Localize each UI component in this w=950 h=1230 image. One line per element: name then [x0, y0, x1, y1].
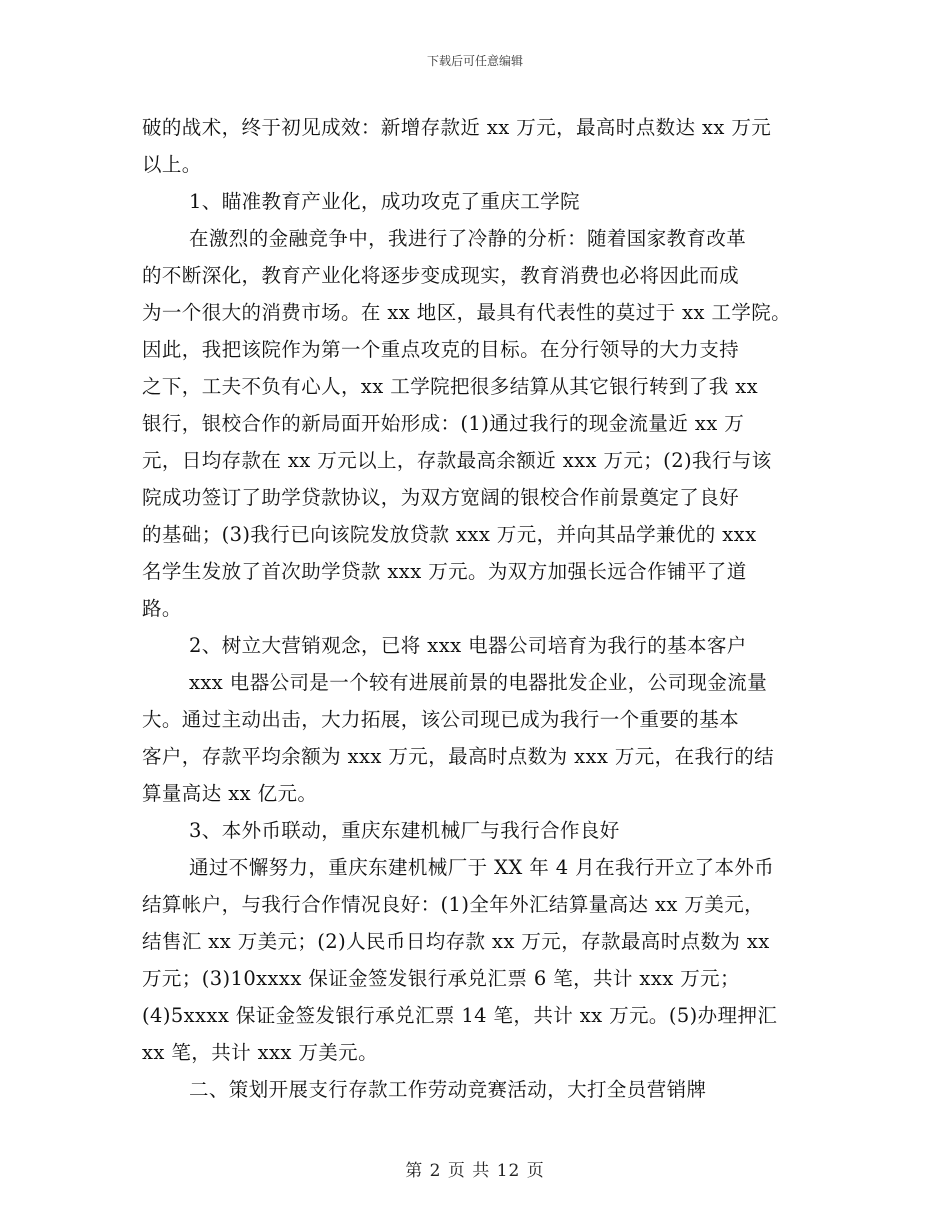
text-line: 之下，工夫不负有心人，xx 工学院把很多结算从其它银行转到了我 xx: [142, 375, 758, 398]
section-heading: 3、本外币联动，重庆东建机械厂与我行合作良好: [189, 819, 620, 842]
text-line: 算量高达 xx 亿元。: [142, 782, 318, 805]
text-line: 大。通过主动出击，大力拓展，该公司现已成为我行一个重要的基本: [142, 708, 740, 731]
text-line: 的不断深化，教育产业化将逐步变成现实，教育消费也必将因此而成: [142, 264, 740, 287]
section-heading: 2、树立大营销观念，已将 xxx 电器公司培育为我行的基本客户: [189, 634, 747, 657]
section-heading: 1、瞄准教育产业化，成功攻克了重庆工学院: [189, 190, 580, 213]
text-line: xx 笔，共计 xxx 万美元。: [142, 1041, 378, 1064]
text-line: 结算帐户，与我行合作情况良好：(1)全年外汇结算量高达 xx 万美元，: [142, 893, 765, 916]
text-line: 客户，存款平均余额为 xxx 万元，最高时点数为 xxx 万元，在我行的结: [142, 745, 775, 768]
text-line: 为一个很大的消费市场。在 xx 地区，最具有代表性的莫过于 xx 工学院。: [142, 301, 792, 324]
text-line: 通过不懈努力，重庆东建机械厂于 XX 年 4 月在我行开立了本外币: [189, 856, 775, 879]
text-line: 的基础；(3)我行已向该院发放贷款 xxx 万元，并向其品学兼优的 xxx: [142, 523, 757, 546]
text-line: 在激烈的金融竞争中，我进行了冷静的分析：随着国家教育改革: [189, 227, 747, 250]
text-line: (4)5xxxx 保证金签发银行承兑汇票 14 笔，共计 xx 万元。(5)办理押汇: [142, 1004, 778, 1027]
text-line: 结售汇 xx 万美元；(2)人民币日均存款 xx 万元，存款最高时点数为 xx: [142, 930, 770, 953]
text-line: 银行，银校合作的新局面开始形成：(1)通过我行的现金流量近 xx 万: [142, 412, 745, 435]
text-line: 因此，我把该院作为第一个重点攻克的目标。在分行领导的大力支持: [142, 338, 740, 361]
page-header: 下载后可任意编辑: [426, 54, 523, 68]
page-footer: 第 2 页 共 12 页: [405, 1161, 545, 1181]
text-line: 万元；(3)10xxxx 保证金签发银行承兑汇票 6 笔，共计 xxx 万元；: [142, 967, 740, 990]
text-line: 破的战术，终于初见成效：新增存款近 xx 万元，最高时点数达 xx 万元: [142, 116, 772, 139]
text-line: xxx 电器公司是一个较有进展前景的电器批发企业，公司现金流量: [189, 671, 768, 694]
text-line: 名学生发放了首次助学贷款 xxx 万元。为双方加强长远合作铺平了道: [142, 560, 747, 583]
text-line: 院成功签订了助学贷款协议，为双方宽阔的银校合作前景奠定了良好: [142, 486, 740, 509]
section-heading: 二、策划开展支行存款工作劳动竞赛活动，大打全员营销牌: [189, 1078, 707, 1101]
text-line: 路。: [142, 597, 182, 620]
text-line: 元，日均存款在 xx 万元以上，存款最高余额近 xxx 万元；(2)我行与该: [142, 449, 772, 472]
text-line: 以上。: [142, 153, 202, 176]
